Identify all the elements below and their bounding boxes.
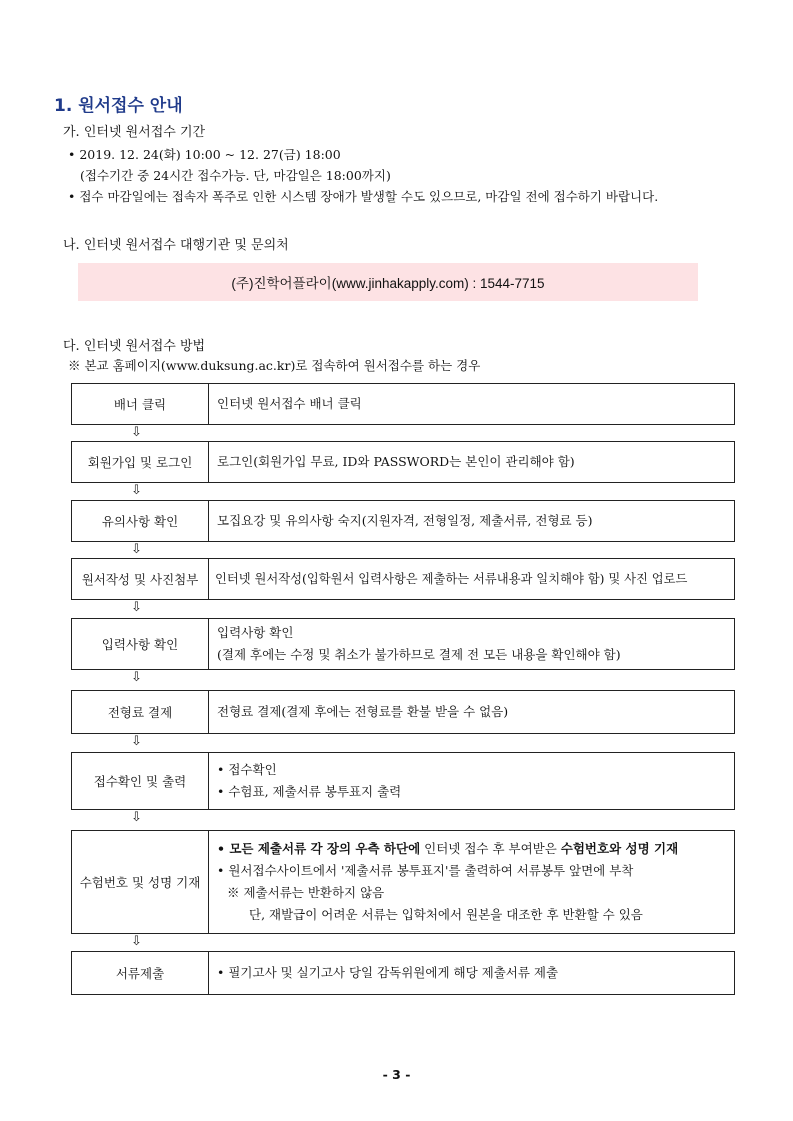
step-row [71,441,735,483]
down-arrow-icon: ⇩ [131,734,142,749]
step-text: 전형료 결제(결제 후에는 전형료를 환불 받을 수 없음) [217,704,509,719]
down-arrow-icon: ⇩ [131,542,142,557]
step-label: 유의사항 확인 [72,501,209,541]
down-arrow-icon: ⇩ [131,600,142,615]
contact-box [78,263,698,301]
step-label: 서류제출 [72,952,209,994]
deadline-warning: • 접수 마감일에는 접속자 폭주로 인한 시스템 장애가 발생할 수도 있으므로, 마감일 전에 접수하기 바랍니다. [68,189,659,204]
step-text-middle: 인터넷 접수 후 부여받은 [420,841,561,856]
step-label: 수험번호 및 성명 기재 [72,831,209,933]
step-text: • 필기고사 및 실기고사 당일 감독위원에게 해당 제출서류 제출 [217,965,559,980]
page-number: - 3 - [382,1067,411,1082]
step-text: • 원서접수사이트에서 '제출서류 봉투표지'를 출력하여 서류봉투 앞면에 부착 [217,863,634,878]
down-arrow-icon: ⇩ [131,425,142,440]
step-row [71,500,735,542]
section-da-note: ※ 본교 홈페이지(www.duksung.ac.kr)로 접속하여 원서접수를 하는 경우 [68,358,481,373]
down-arrow-icon: ⇩ [131,810,142,825]
step-row [71,618,735,670]
step-row [71,752,735,810]
step-row [71,558,735,600]
bold-instruction: • 모든 제출서류 각 장의 우측 하단에 [217,841,421,856]
contact-text: (주)진학어플라이(www.jinhakapply.com) : 1544-7715 [231,276,545,291]
step-text: 로그인(회원가입 무료, ID와 PASSWORD는 본인이 관리해야 함) [217,454,575,469]
section-ga-heading: 가. 인터넷 원서접수 기간 [63,125,206,140]
step-label: 입력사항 확인 [72,619,209,669]
down-arrow-icon: ⇩ [131,483,142,498]
page-title: 1. 원서접수 안내 [54,96,183,116]
step-text: (결제 후에는 수정 및 취소가 불가하므로 결제 전 모든 내용을 확인해야 함) [217,647,621,662]
section-na-heading: 나. 인터넷 원서접수 대행기관 및 문의처 [63,238,289,253]
step-row [71,383,735,425]
step-text: • 접수확인 [217,762,277,777]
step-row [71,690,735,734]
bold-instruction: 수험번호와 성명 기재 [560,841,679,856]
step-text: 모집요강 및 유의사항 숙지(지원자격, 전형일정, 제출서류, 전형료 등) [217,513,593,528]
step-text [217,838,726,860]
step-row [71,830,735,934]
step-note: 단, 재발급이 어려운 서류는 입학처에서 원본을 대조한 후 반환할 수 있음 [249,907,643,922]
step-text: 입력사항 확인 [217,625,294,640]
step-label: 배너 클릭 [72,384,209,424]
section-da-heading: 다. 인터넷 원서접수 방법 [63,339,206,354]
step-row [71,951,735,995]
step-text: • 수험표, 제출서류 봉투표지 출력 [217,784,402,799]
step-note: ※ 제출서류는 반환하지 않음 [227,885,385,900]
step-label: 원서작성 및 사진첨부 [72,559,209,599]
period-note: (접수기간 중 24시간 접수가능. 단, 마감일은 18:00까지) [80,168,391,183]
step-text: 인터넷 원서작성(입학원서 입력사항은 제출하는 서류내용과 일치해야 함) 및 사진 업로드 [215,572,688,586]
step-label: 전형료 결제 [72,691,209,733]
step-label: 접수확인 및 출력 [72,753,209,809]
step-text: 인터넷 원서접수 배너 클릭 [217,396,362,411]
step-label: 회원가입 및 로그인 [72,442,209,482]
period-text: • 2019. 12. 24(화) 10:00 ~ 12. 27(금) 18:00 [68,147,341,162]
down-arrow-icon: ⇩ [131,934,142,949]
down-arrow-icon: ⇩ [131,670,142,685]
